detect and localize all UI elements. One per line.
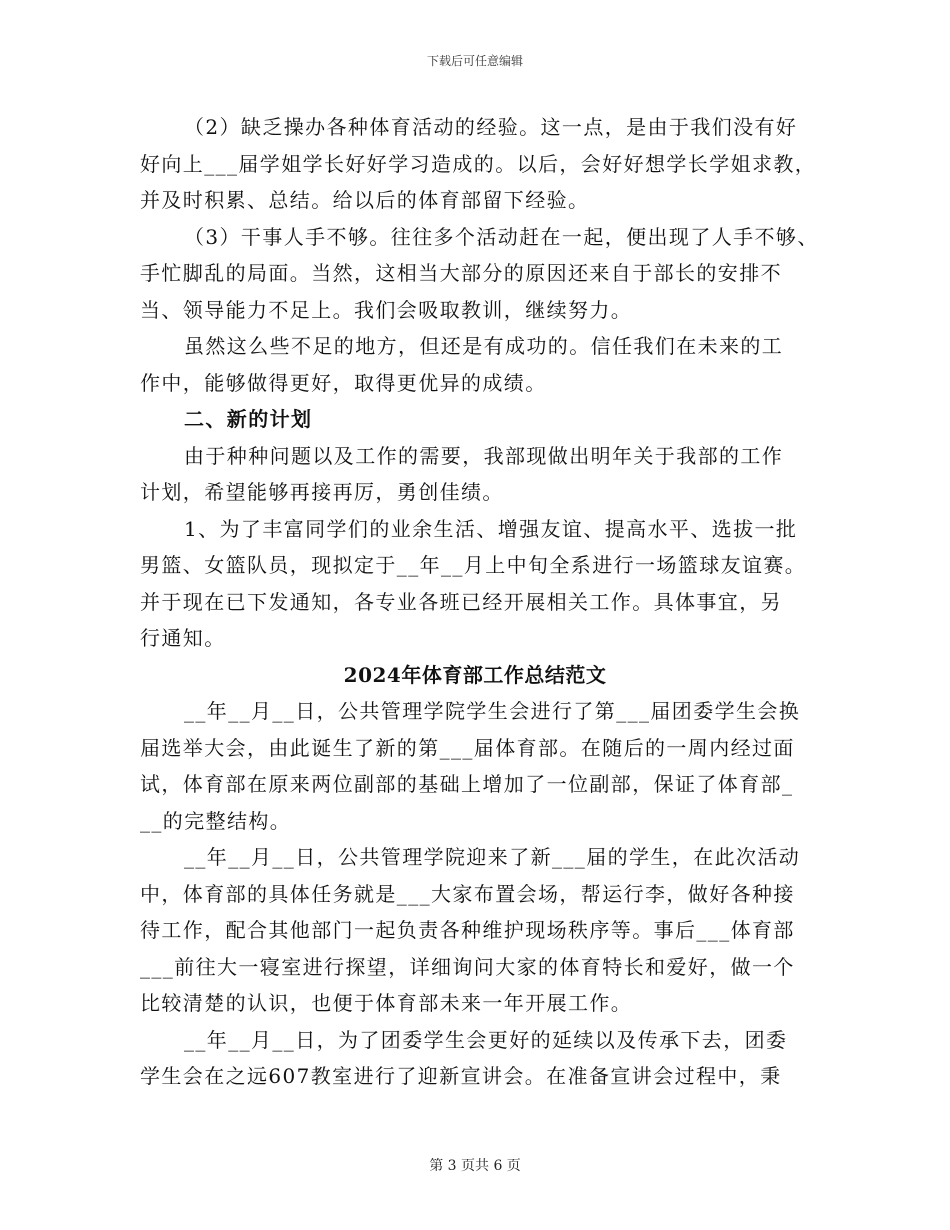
paragraph-line: 届选举大会，由此诞生了新的第___届体育部。在随后的一周内经过面	[140, 735, 795, 760]
paragraph-line: 当、领导能力不足上。我们会吸取教训，继续努力。	[140, 297, 633, 322]
paragraph-line: 并及时积累、总结。给以后的体育部留下经验。	[140, 188, 590, 212]
paragraph-line: 手忙脚乱的局面。当然，这相当大部分的原因还来自于部长的安排不	[140, 261, 782, 285]
paragraph-line: 1、为了丰富同学们的业余生活、增强友谊、提高水平、选拔一批	[184, 516, 798, 541]
paragraph-line: __的完整结构。	[140, 808, 292, 833]
article-title: 2024年体育部工作总结范文	[343, 662, 607, 687]
paragraph-line: 计划，希望能够再接再厉，勇创佳绩。	[140, 480, 504, 504]
paragraph-line: 好向上___届学姐学长好好学习造成的。以后，会好好想学长学姐求教，	[140, 151, 817, 176]
paragraph-line: （2）缺乏操办各种体育活动的经验。这一点，是由于我们没有好	[184, 115, 798, 139]
paragraph-line: __年__月__日，公共管理学院学生会进行了第___届团委学生会换	[184, 699, 801, 723]
paragraph-line: 并于现在已下发通知，各专业各班已经开展相关工作。具体事宜，另	[140, 589, 782, 614]
paragraph-line: 男篮、女篮队员，现拟定于__年__月上中旬全系进行一场篮球友谊赛。	[140, 553, 807, 577]
paragraph-line: 由于种种问题以及工作的需要，我部现做出明年关于我部的工作	[184, 443, 784, 468]
paragraph-line: 行通知。	[140, 626, 226, 650]
paragraph-line: （3）干事人手不够。往往多个活动赶在一起，便出现了人手不够、	[184, 224, 819, 249]
paragraph-line: 作中，能够做得更好，取得更优异的成绩。	[140, 370, 547, 395]
paragraph-line: 虽然这么些不足的地方，但还是有成功的。信任我们在未来的工	[184, 334, 784, 358]
paragraph-line: ___前往大一寝室进行探望，详细询问大家的体育特长和爱好，做一个	[140, 954, 795, 979]
section-heading: 二、新的计划	[184, 407, 313, 431]
document-body	[140, 109, 819, 1095]
paragraph-line: 待工作，配合其他部门一起负责各种维护现场秩序等。事后___体育部	[140, 918, 795, 942]
paragraph-line: 比较清楚的认识，也便于体育部未来一年开展工作。	[140, 991, 633, 1015]
page-footer: 第 3 页共 6 页	[429, 1158, 521, 1174]
paragraph-line: __年__月__日，公共管理学院迎来了新___届的学生，在此次活动	[184, 845, 801, 869]
page-header: 下载后可任意编辑	[426, 54, 523, 68]
paragraph-line: 试，体育部在原来两位副部的基础上增加了一位副部，保证了体育部_	[140, 772, 794, 796]
paragraph-line: 学生会在之远607教室进行了迎新宣讲会。在准备宣讲会过程中，秉	[140, 1064, 782, 1088]
paragraph-line: 中，体育部的具体任务就是___大家布置会场，帮运行李，做好各种接	[140, 881, 795, 906]
paragraph-line: __年__月__日，为了团委学生会更好的延续以及传承下去，团委	[184, 1027, 788, 1052]
